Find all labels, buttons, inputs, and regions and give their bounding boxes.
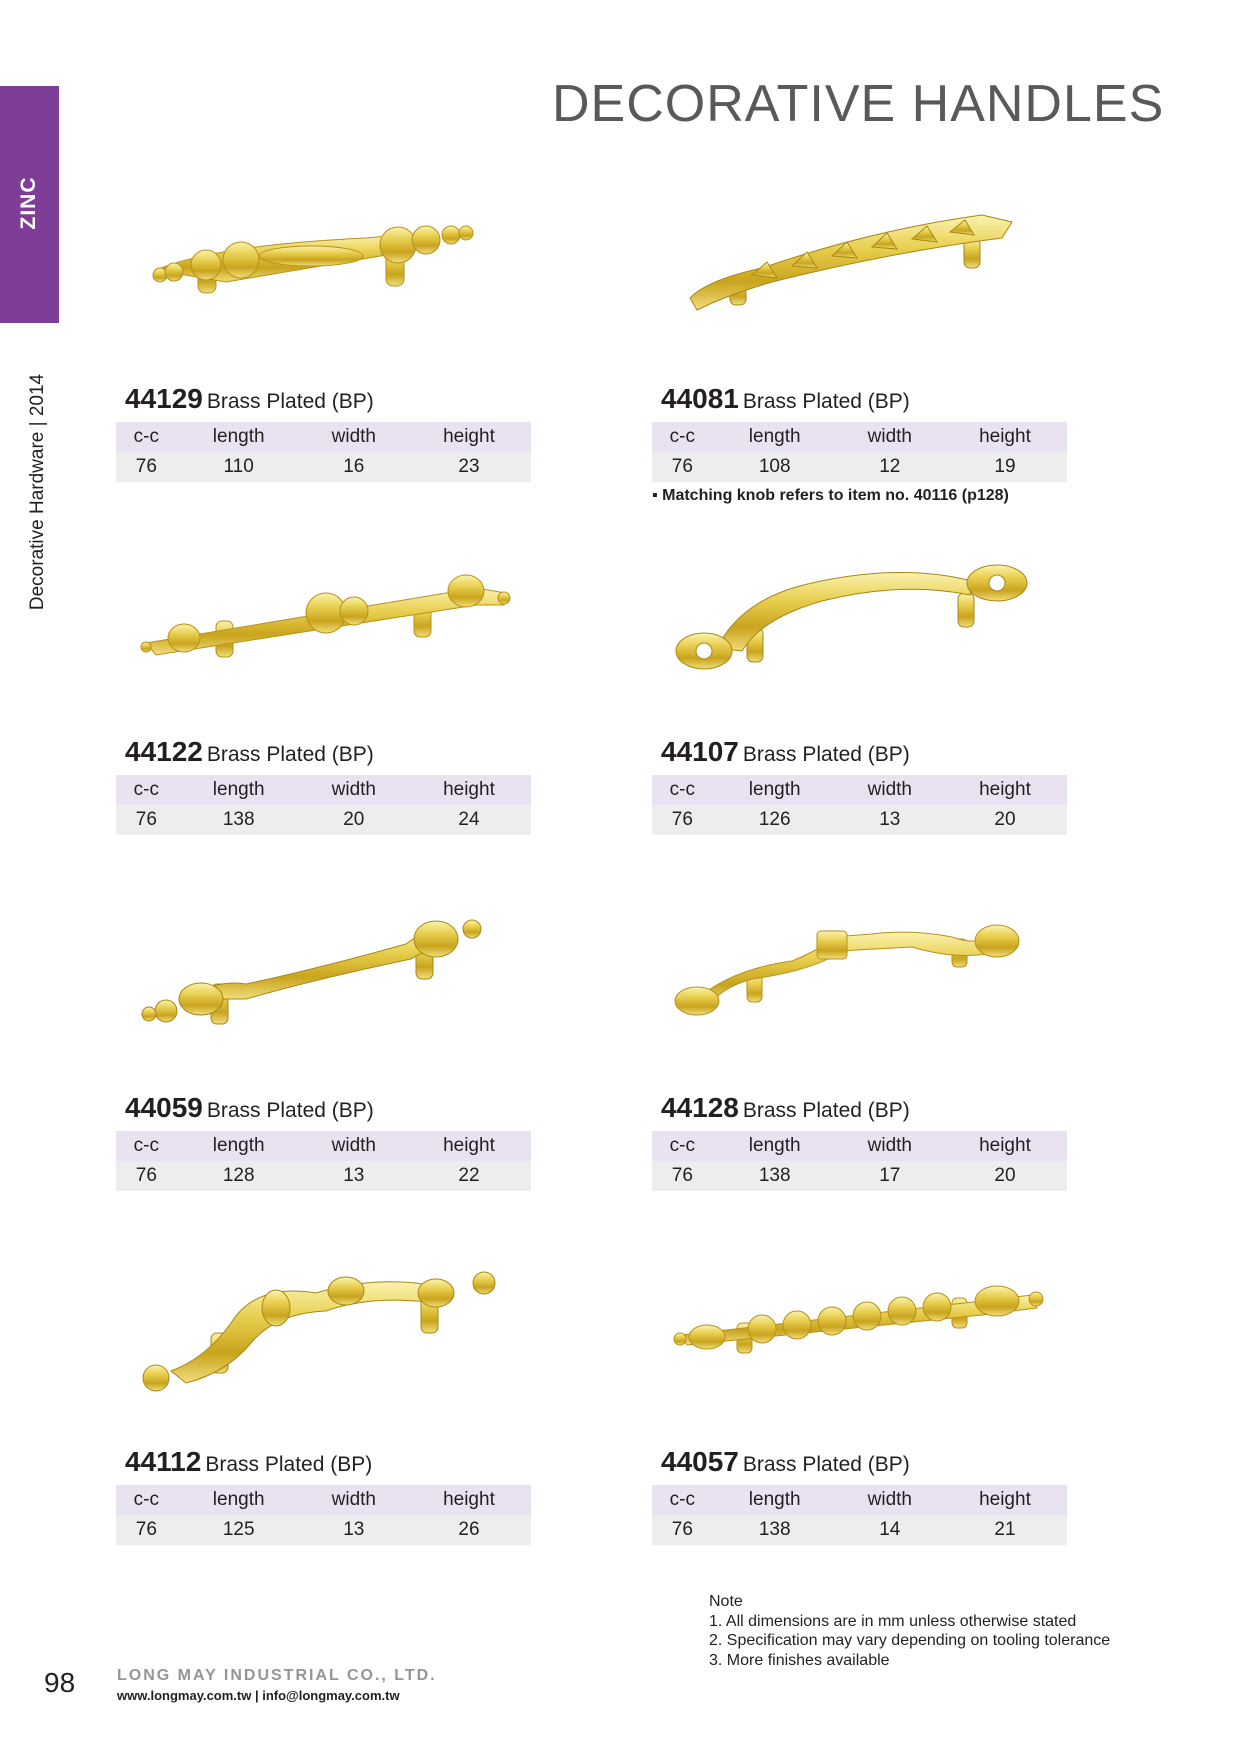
spec-value-length: 138 xyxy=(713,1515,837,1545)
spec-value-width: 17 xyxy=(837,1161,943,1191)
note-item: 2. Specification may vary depending on tooling tolerance xyxy=(709,1632,1111,1649)
spec-value-width: 13 xyxy=(837,805,943,835)
spec-table xyxy=(116,775,531,835)
note-item: 3. More finishes available xyxy=(709,1651,890,1669)
spec-header-height: height xyxy=(407,1131,531,1161)
product-finish: Brass Plated (BP) xyxy=(742,1099,910,1122)
spec-header-cc: c-c xyxy=(652,422,713,452)
spec-value-length: 126 xyxy=(713,805,837,835)
spec-value-width: 16 xyxy=(301,452,407,482)
notes-block xyxy=(709,1592,1110,1670)
spec-value-width: 20 xyxy=(301,805,407,835)
product-heading xyxy=(125,1092,374,1124)
spec-header-length: length xyxy=(713,775,837,805)
spec-value-cc: 76 xyxy=(652,452,713,482)
spec-value-height: 20 xyxy=(943,805,1067,835)
spec-header-length: length xyxy=(713,1485,837,1515)
page-number: 98 xyxy=(44,1667,76,1698)
product-finish: Brass Plated (BP) xyxy=(205,1453,373,1476)
spec-header-height: height xyxy=(943,775,1067,805)
spec-header-height: height xyxy=(407,1485,531,1515)
spec-value-height: 22 xyxy=(407,1161,531,1191)
spec-header-width: width xyxy=(837,422,943,452)
spec-header-length: length xyxy=(177,1131,301,1161)
matching-knob-note: ▪ Matching knob refers to item no. 40116 (p128) xyxy=(652,487,1009,504)
product-code: 44081 xyxy=(661,383,739,414)
spec-header-height: height xyxy=(407,422,531,452)
spec-value-length: 128 xyxy=(177,1161,301,1191)
spec-value-cc: 76 xyxy=(116,452,177,482)
page-title: DECORATIVE HANDLES xyxy=(552,75,1165,133)
spec-value-length: 138 xyxy=(713,1161,837,1191)
spec-value-width: 14 xyxy=(837,1515,943,1545)
spec-value-cc: 76 xyxy=(116,1161,177,1191)
note-item: 1. All dimensions are in mm unless otherwise stated xyxy=(709,1612,1077,1630)
spec-header-width: width xyxy=(301,775,407,805)
spec-header-cc: c-c xyxy=(652,1485,713,1515)
product-finish: Brass Plated (BP) xyxy=(742,1453,910,1476)
spec-value-cc: 76 xyxy=(652,805,713,835)
spec-header-cc: c-c xyxy=(652,775,713,805)
spec-header-width: width xyxy=(837,1485,943,1515)
product-heading xyxy=(125,736,374,768)
spec-header-cc: c-c xyxy=(116,422,177,452)
spec-header-length: length xyxy=(177,1485,301,1515)
curved-ball-end-handle-icon xyxy=(116,1253,531,1403)
spec-value-length: 138 xyxy=(177,805,301,835)
product-finish: Brass Plated (BP) xyxy=(206,1099,374,1122)
product-code: 44059 xyxy=(125,1092,203,1123)
product-code: 44129 xyxy=(125,383,203,414)
spec-value-cc: 76 xyxy=(116,1515,177,1545)
spec-value-cc: 76 xyxy=(652,1161,713,1191)
spec-value-width: 13 xyxy=(301,1161,407,1191)
spec-header-height: height xyxy=(943,1131,1067,1161)
spec-header-width: width xyxy=(837,1131,943,1161)
spec-header-width: width xyxy=(301,1485,407,1515)
scallop-end-handle-icon xyxy=(652,899,1067,1049)
product-code: 44112 xyxy=(125,1446,202,1477)
spec-header-height: height xyxy=(943,1485,1067,1515)
spec-value-width: 12 xyxy=(837,452,943,482)
spec-header-height: height xyxy=(943,422,1067,452)
pyramid-stud-handle-icon xyxy=(652,190,1067,340)
contact-info: www.longmay.com.tw | info@longmay.com.tw xyxy=(117,1688,400,1703)
product-heading xyxy=(125,1446,372,1478)
spec-table xyxy=(652,1485,1067,1545)
spec-value-cc: 76 xyxy=(116,805,177,835)
spec-header-cc: c-c xyxy=(116,1131,177,1161)
spec-value-height: 23 xyxy=(407,452,531,482)
spec-header-cc: c-c xyxy=(116,775,177,805)
product-heading xyxy=(661,1092,910,1124)
spec-table xyxy=(652,775,1067,835)
spec-header-length: length xyxy=(713,422,837,452)
spec-table xyxy=(116,1485,531,1545)
sidebar-vertical-text: Decorative Hardware | 2014 xyxy=(27,373,48,611)
spec-table xyxy=(116,1131,531,1191)
product-finish: Brass Plated (BP) xyxy=(742,743,910,766)
product-code: 44107 xyxy=(661,736,739,767)
product-code: 44128 xyxy=(661,1092,739,1123)
spec-table xyxy=(116,422,531,482)
spec-header-width: width xyxy=(301,1131,407,1161)
product-heading xyxy=(661,383,910,415)
rope-twist-handle-icon xyxy=(652,1253,1067,1403)
spec-value-height: 24 xyxy=(407,805,531,835)
spec-table xyxy=(652,422,1067,482)
spec-value-length: 110 xyxy=(177,452,301,482)
product-heading xyxy=(125,383,374,415)
spec-header-length: length xyxy=(713,1131,837,1161)
spec-header-cc: c-c xyxy=(652,1131,713,1161)
spec-header-width: width xyxy=(301,422,407,452)
spec-value-height: 20 xyxy=(943,1161,1067,1191)
company-name: LONG MAY INDUSTRIAL CO., LTD. xyxy=(117,1667,437,1684)
side-tab-label: ZINC xyxy=(17,176,40,230)
spec-value-width: 13 xyxy=(301,1515,407,1545)
spec-value-height: 19 xyxy=(943,452,1067,482)
brass-knob-end-handle-icon xyxy=(116,190,531,340)
tapered-finial-handle-icon xyxy=(116,899,531,1049)
product-heading xyxy=(661,1446,910,1478)
product-code: 44122 xyxy=(125,736,203,767)
spec-table xyxy=(652,1131,1067,1191)
spec-value-height: 21 xyxy=(943,1515,1067,1545)
spec-value-height: 26 xyxy=(407,1515,531,1545)
notes-heading: Note xyxy=(709,1593,743,1610)
filigree-twist-handle-icon xyxy=(652,543,1067,693)
product-code: 44057 xyxy=(661,1446,739,1477)
spec-value-cc: 76 xyxy=(652,1515,713,1545)
spec-header-length: length xyxy=(177,775,301,805)
product-finish: Brass Plated (BP) xyxy=(742,390,910,413)
product-finish: Brass Plated (BP) xyxy=(206,743,374,766)
shell-ornament-handle-icon xyxy=(116,543,531,693)
spec-header-width: width xyxy=(837,775,943,805)
spec-header-cc: c-c xyxy=(116,1485,177,1515)
spec-value-length: 125 xyxy=(177,1515,301,1545)
product-heading xyxy=(661,736,910,768)
spec-value-length: 108 xyxy=(713,452,837,482)
spec-header-length: length xyxy=(177,422,301,452)
product-finish: Brass Plated (BP) xyxy=(206,390,374,413)
spec-header-height: height xyxy=(407,775,531,805)
